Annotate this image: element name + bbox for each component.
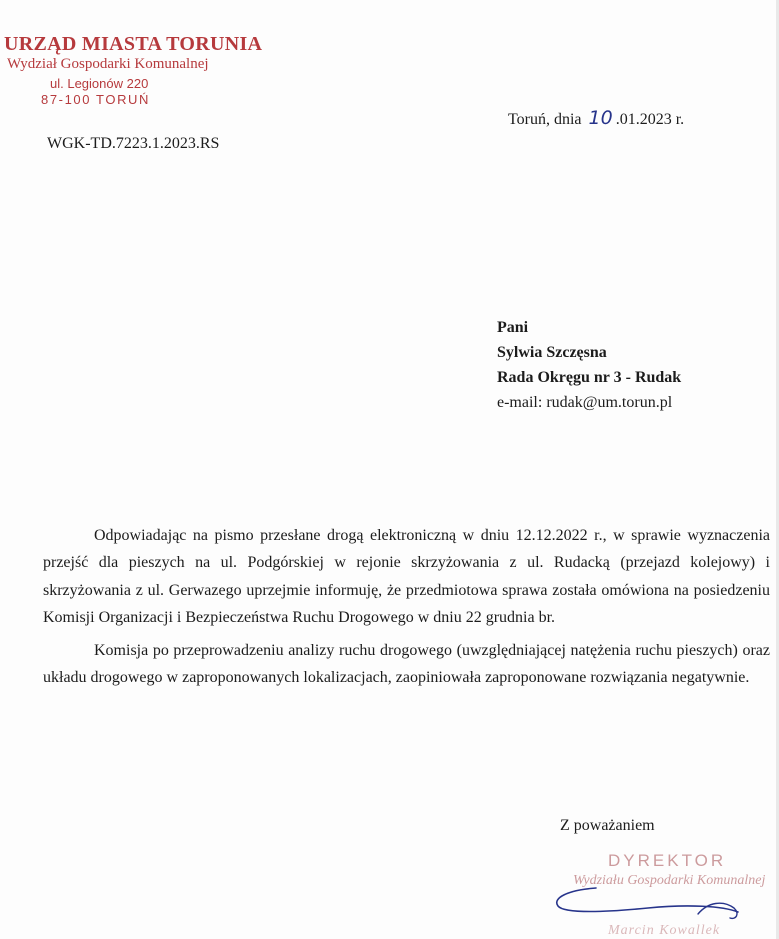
stamp-department: Wydział Gospodarki Komunalnej: [7, 56, 209, 72]
addressee-name: Sylwia Szczęsna: [497, 344, 607, 361]
stamp-office-name: URZĄD MIASTA TORUNIA: [4, 33, 263, 55]
date-day-handwritten: 10: [588, 107, 613, 129]
office-stamp: [4, 33, 263, 107]
director-stamp-title: DYREKTOR: [608, 851, 727, 870]
date-prefix: Toruń, dnia: [508, 111, 582, 128]
addressee-block: [497, 315, 757, 415]
body-paragraph: Komisja po przeprowadzeniu analizy ruchu drogowego (uwzględniającej natężenia ruchu pieszych) oraz układu drogowego w zaproponowanych lokalizacjach, zaopiniowała zaproponowane rozwiązania negatywnie.: [43, 642, 770, 687]
addressee-organization: Rada Okręgu nr 3 - Rudak: [497, 369, 682, 386]
addressee-salutation: Pani: [497, 319, 529, 336]
body-paragraph: Odpowiadając na pismo przesłane drogą elektroniczną w dniu 12.12.2022 r., w sprawie wyznaczenia przejść dla pieszych na ul. Podgórskiej w rejonie skrzyżowania z ul. Rudacką (przejazd kolejowy) i skrzyżowania z ul. Gerwazego uprzejmie informuję, że przedmiotowa sprawa została omówiona na posiedzeniu Komisji Organizacji i Bezpieczeństwa Ruchu Drogowego w dniu 22 grudnia br.: [43, 527, 770, 626]
stamp-postcode-city: 87-100 TORUŃ: [41, 92, 151, 107]
date-suffix: .01.2023 r.: [615, 111, 685, 128]
letter-date: [508, 107, 684, 129]
closing-phrase: Z poważaniem: [560, 817, 655, 834]
addressee-email: e-mail: rudak@um.torun.pl: [497, 394, 673, 411]
director-stamp-department: Wydziału Gospodarki Komunalnej: [573, 873, 766, 888]
letter-body: [43, 522, 770, 692]
stamp-street: ul. Legionów 220: [50, 76, 149, 91]
handwritten-signature: [548, 876, 758, 926]
reference-number: WGK-TD.7223.1.2023.RS: [47, 135, 220, 152]
director-stamp-name: Marcin Kowallek: [608, 923, 721, 938]
